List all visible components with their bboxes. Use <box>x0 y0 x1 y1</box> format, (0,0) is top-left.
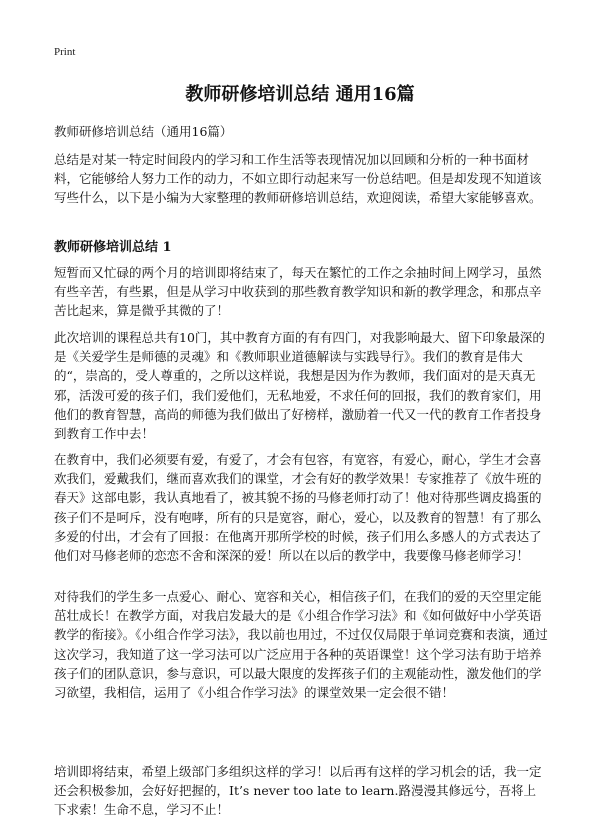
document-subtitle: 教师研修培训总结（通用16篇） <box>54 124 233 139</box>
body-paragraph-3: 在教育中，我们必须要有爱，有爱了，才会有包容，有宽容，有爱心，耐心，学生才会喜欢我们，爱戴我们，继而喜欢我们的课堂，才会有好的教学效果！专家推荐了《放牛班的春天》这部电影，我认真地看了，被其貌不扬的马修老师打动了！他对待那些调皮捣蛋的孩子们不是呵斥，没有咆哮，所有的只是宽容，耐心，爱心，以及教育的智慧！有了那么多爱的付出，才会有了回报：在他离开那所学校的时候，孩子们用么多感人的方式表达了他们对马修老师的恋恋不舍和深深的爱！所以在以后的教学中，我要像马修老师学习！ <box>54 452 542 564</box>
section-heading: 教师研修培训总结 1 <box>54 240 172 255</box>
document-title: 教师研修培训总结 通用16篇 <box>185 84 415 105</box>
body-paragraph-1: 短暂而又忙碌的两个月的培训即将结束了，每天在繁忙的工作之余抽时间上网学习，虽然有些辛苦，有些累，但是从学习中收获到的那些教育教学知识和新的教学理念，和那点辛苦比起来，算是微乎其微的了！ <box>54 265 542 319</box>
body-paragraph-2: 此次培训的课程总共有10门，其中教育方面的有有四门，对我影响最大、留下印象最深的是《关爱学生是师德的灵魂》和《教师职业道德解读与实践导行》。我们的教育是伟大的“，崇高的，受人尊重的，之所以这样说，我想是因为作为教师，我们面对的是天真无邪，活泼可爱的孩子们，我们爱他们，无私地爱，不求任何的回报，我们的教育家们，用他们的教育智慧，高尚的师德为我们做出了好榜样，激励着一代又一代的教育工作者投身到教育工作中去！ <box>54 330 545 442</box>
intro-paragraph: 总结是对某一特定时间段内的学习和工作生活等表现情况加以回顾和分析的一种书面材料，它能够给人努力工作的动力，不如立即行动起来写一份总结吧。但是却发现不知道该写些什么，以下是小编为大家整理的教师研修培训总结，欢迎阅读，希望大家能够喜欢。 <box>54 152 542 205</box>
body-paragraph-5: 培训即将结束，希望上级部门多组织这样的学习！以后再有这样的学习机会的话，我一定还会积极参加，会好好把握的，It’s never too late to learn.路漫漫其修远兮，吾将上下求索！生命不息，学习不止！ <box>54 764 542 818</box>
body-paragraph-4: 对待我们的学生多一点爱心、耐心、宽容和关心，相信孩子们，在我们的爱的天空里定能茁壮成长！在教学方面，对我启发最大的是《小组合作学习法》和《如何做好中小学英语教学的衔接》。《小组合作学习法》，我以前也用过，不过仅仅局限于单词竞赛和表演，通过这次学习，我知道了这一学习法可以广泛应用于各种的英语课堂！这个学习法有助于培养孩子们的团队意识，参与意识，可以最大限度的发挥孩子们的主观能动性，激发他们的学习欲望，我相信，运用了《小组合作学习法》的课堂效果一定会很不错！ <box>54 589 548 701</box>
print-label: Print <box>54 46 76 58</box>
